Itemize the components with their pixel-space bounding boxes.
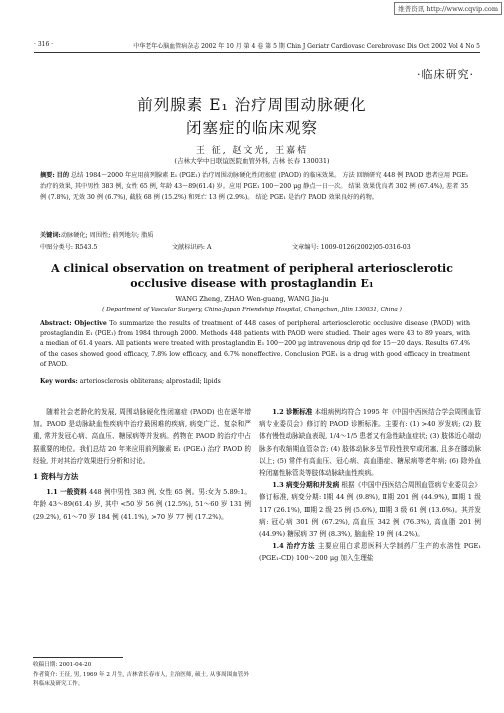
keywords-zh-text: 动脉硬化; 周围性; 前列地尔; 脂质: [60, 232, 154, 239]
section-label: ·临床研究·: [417, 68, 474, 81]
body-left-column: [33, 406, 251, 523]
keywords-zh-label: 关键词:: [40, 232, 61, 239]
abstract-en-text: To summarize the results of treatment of 448 cases of peripheral arteriosclerotic occlusive disease (PAOD) with prostaglandin E₁ (PGE₁) from 1984 through 2000. Methods 448 patients with PAOD were studied. Their ages were 43 to 89 years, with a median of 61.4 years. All patients were treated with prostaglandin E₁ 100～200 μg intravenous drip qd for 15～20 days. Results 67.4% of the cases showed good efficacy, 7.8% low efficacy, and 6.7% noneffective. Conclusion PGE₁ is a drug with good efficacy in treatment of PAOD.: [40, 320, 470, 368]
abstract-en-label: Abstract: Objective: [40, 320, 107, 327]
authors-zh: 王 征, 赵文光, 王嘉桔: [195, 146, 309, 156]
paragraph-1-4: [259, 540, 481, 564]
abstract-zh: [40, 171, 470, 203]
watermark: 维普资讯 http://www.cqvip.com: [394, 2, 502, 15]
journal-citation: 中华老年心脑血管病杂志 2002 年 10 月 第 4 卷 第 5 期 Chin J Geriatr Cardiovasc Cerebrovasc Dis Oct 2002 Vol 4 No 5: [133, 43, 480, 50]
header-rule: [34, 52, 480, 53]
footnote-rule: [33, 657, 123, 658]
title-en-line-1: A clinical observation on treatment of peripheral arteriosclerotic: [51, 262, 453, 275]
intro-paragraph: 随着社会老龄化的发展, 周围动脉硬化性闭塞症 (PAOD) 也在逐年增加。PAOD 是动脉缺血性疾病中治疗最困难的疾病, 病变广泛、复杂和严重, 常并发冠心病、高血压、糖尿病等并发病。药物在 PAOD 的治疗中占据重要的地位。我们总结 20 年来应用前列腺素 E₁ (PGE₁) 治疗 PAOD 的经验, 并对其治疗效果进行分析和讨论。: [33, 408, 251, 465]
article-number: 文章编号: 1009-0126(2002)05-0316-03: [292, 244, 411, 251]
keywords-en-text: arteriosclerosis obliterans; alprostadil; lipids: [79, 378, 221, 385]
keywords-en-label: Key words:: [40, 378, 78, 385]
page-number: · 316 ·: [34, 41, 54, 48]
keywords-en: [40, 378, 221, 385]
keywords-zh: [40, 230, 153, 239]
heading-materials-methods: 1 资料与方法: [33, 472, 79, 482]
affiliation-en: ( Department of Vascular Surgery, China-Japan Friendship Hospital, Changchun, Jilin 130031, China ): [102, 307, 402, 313]
title-en-line-2: occlusive disease with prostaglandin E₁: [130, 277, 374, 290]
paragraph-1-2: [259, 406, 481, 479]
footnote-received: 收稿日期: 2001-04-20: [33, 662, 92, 668]
text-1-3: 根据《中国中西医结合周围血管病专业委员会》修订标准, 病变分期: Ⅰ期 44 例 (9.8%), Ⅱ期 201 例 (44.9%), Ⅲ期 1 级 117 (26.1%), Ⅲ期 2 级 25 例 (5.6%), Ⅲ期 3 级 61 例 (13.6%)。其并发病: 冠心病 301 例 (67.2%), 高血压 342 例 (76.3%), 高血脂 201 例 (44.9%) 糖尿病 37 例 (8.3%), 脑血栓 19 例 (4.2%)。: [259, 481, 481, 539]
authors-en: WANG Zheng, ZHAO Wen-guang, WANG Jia-ju: [175, 295, 329, 303]
document-code: 文献标识码: A: [172, 244, 212, 251]
subheading-1-2: 1.2 诊断标准: [272, 408, 313, 416]
title-zh-line-2: 闭塞症的临床观察: [185, 119, 318, 137]
subheading-1-1: 1.1 一般资料: [46, 488, 87, 497]
clc-number: 中图分类号: R543.5: [40, 244, 98, 251]
footnote-author: 作者简介: 王征, 男, 1969 年 2 月生, 吉林省长春市人, 主治医师, 硕士, 从事周围血管外科临床及研究工作。: [33, 672, 249, 687]
abstract-zh-goal-label: 目的: [56, 172, 70, 179]
abstract-zh-text: 总结 1984～2000 年应用前列腺素 E₁ (PGE₁) 治疗周围动脉硬化性闭塞症 (PAOD) 的临床效果。 方法 回顾研究 448 例 PAOD 患者应用 PGE₁ 治疗的效果, 其中男性 383 例, 女性 65 例, 年龄 43～89(61.4) 岁。应用 PGE₁ 100～200 μg 静点一日一次。 结果 效果优良者 302 例 (67.4%), 差者 35 例 (7.8%), 无效 30 例 (6.7%), 截肢 68 例 (15.2%) 和死亡 13 例 (2.9%)。 结论 PGE₁ 是治疗 PAOD 效果良好的药物。: [40, 172, 469, 201]
title-zh-line-1: 前列腺素 E₁ 治疗周围动脉硬化: [137, 96, 367, 114]
subheading-1-4: 1.4 治疗方法: [272, 542, 316, 551]
body-right-column: [259, 406, 481, 565]
paragraph-1-3: [259, 479, 481, 540]
abstract-zh-label: 摘要:: [40, 172, 55, 179]
text-1-1: 448 例中男性 383 例, 女性 65 例。男:女为 5.89:1。年龄 43～89(61.4) 岁, 其中 <50 岁 56 例 (12.5%), 51～60 岁 131 例 (29.2%), 61～70 岁 184 例 (41.1%), >70 岁 77 例 (17.2%)。: [33, 488, 251, 521]
subheading-1-3: 1.3 病变分期和并发病: [272, 481, 340, 490]
abstract-en: [40, 319, 470, 370]
paragraph-1-1: [33, 486, 251, 523]
text-1-2: 本组病例均符合 1995 年《中国中西医结合学会周围血管病专业委员会》修订的 PAOD 诊断标准。主要有: (1) >40 岁发病; (2) 肢体有慢性动脉缺血表现, 1/4～1/5 患者又有急性缺血症状; (3) 肢体近心端动脉多有收缩期血管杂音; (4) 肢体动脉多呈节段性狭窄或闭塞, 且多在膝动脉以上; (5) 常伴有高血压、冠心病、高血脂症、糖尿病等老年病; (6) 除外血栓闭塞性脉管炎等肢体动脉缺血性疾病。: [259, 408, 481, 478]
text-1-4: 主要应用白求恩医科大学制药厂生产的水溶性 PGE₁ (PGE₁-CD) 100～200 μg 加入生理盐: [259, 542, 481, 563]
affiliation-zh: (吉林大学中日联谊医院血管外科, 吉林 长春 130031): [174, 157, 330, 165]
